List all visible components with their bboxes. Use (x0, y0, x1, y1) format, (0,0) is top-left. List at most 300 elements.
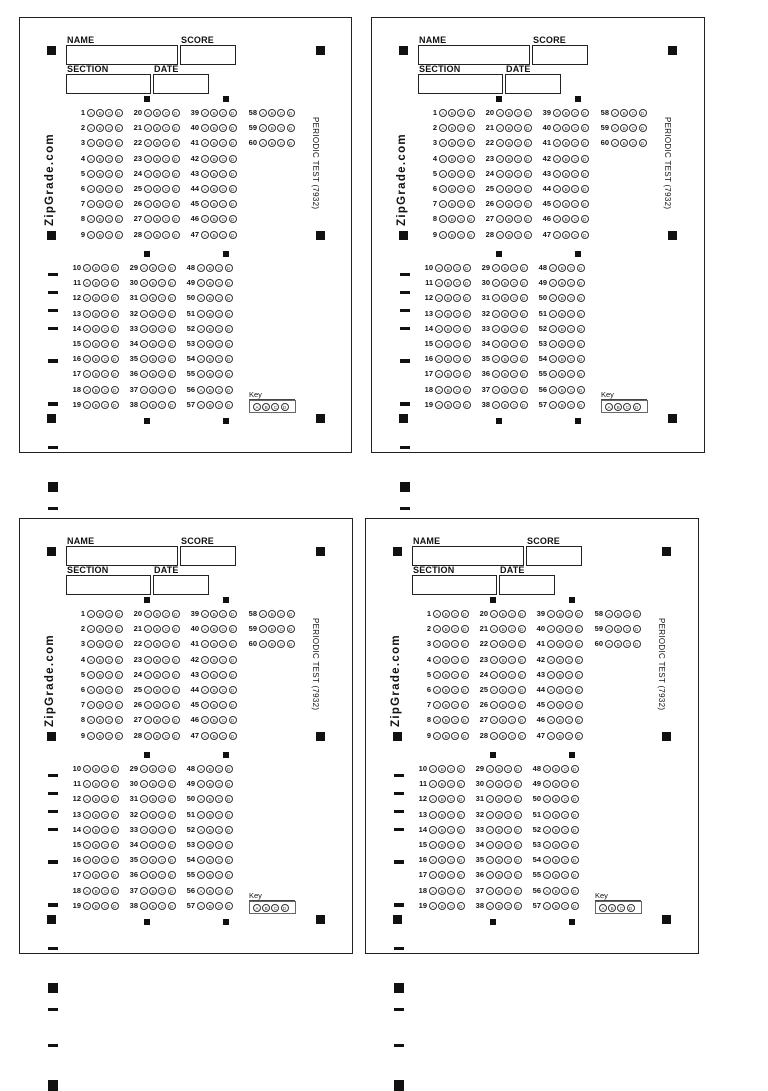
answer-bubble[interactable]: B (562, 124, 570, 132)
section-field[interactable] (66, 74, 151, 94)
answer-bubble[interactable]: B (210, 656, 218, 664)
answer-bubble[interactable]: C (105, 109, 113, 117)
answer-bubble[interactable]: D (225, 871, 233, 879)
answer-bubble[interactable]: D (514, 841, 522, 849)
answer-bubble[interactable]: D (524, 109, 532, 117)
answer-bubble[interactable]: A (547, 716, 555, 724)
answer-bubble[interactable]: A (549, 279, 557, 287)
answer-bubble[interactable]: B (499, 716, 507, 724)
answer-bubble[interactable]: D (581, 185, 589, 193)
answer-bubble[interactable]: C (453, 340, 461, 348)
answer-bubble[interactable]: C (514, 200, 522, 208)
answer-bubble[interactable]: B (556, 640, 564, 648)
answer-bubble[interactable]: B (92, 340, 100, 348)
answer-bubble[interactable]: D (115, 139, 123, 147)
name-field[interactable] (412, 546, 524, 566)
answer-bubble[interactable]: A (486, 902, 494, 910)
answer-bubble[interactable]: B (444, 401, 452, 409)
answer-bubble[interactable]: A (144, 124, 152, 132)
answer-bubble[interactable]: A (439, 215, 447, 223)
answer-bubble[interactable]: C (158, 902, 166, 910)
answer-bubble[interactable]: D (463, 340, 471, 348)
answer-bubble[interactable]: A (83, 355, 91, 363)
answer-bubble[interactable]: C (561, 841, 569, 849)
answer-bubble[interactable]: A (490, 625, 498, 633)
answer-bubble[interactable]: D (115, 200, 123, 208)
answer-bubble[interactable]: C (510, 294, 518, 302)
answer-bubble[interactable]: B (442, 732, 450, 740)
answer-bubble[interactable]: D (225, 310, 233, 318)
answer-bubble[interactable]: D (520, 264, 528, 272)
answer-bubble[interactable]: C (162, 185, 170, 193)
answer-bubble[interactable]: D (225, 841, 233, 849)
answer-bubble[interactable]: D (111, 871, 119, 879)
answer-bubble[interactable]: B (501, 325, 509, 333)
date-field[interactable] (153, 74, 209, 94)
answer-bubble[interactable]: A (433, 716, 441, 724)
answer-bubble[interactable]: B (552, 780, 560, 788)
answer-bubble[interactable]: A (429, 765, 437, 773)
answer-bubble[interactable]: C (451, 640, 459, 648)
answer-bubble[interactable]: B (210, 716, 218, 724)
answer-bubble[interactable]: C (101, 765, 109, 773)
answer-bubble[interactable]: A (435, 355, 443, 363)
answer-bubble[interactable]: B (92, 841, 100, 849)
answer-bubble[interactable]: B (562, 170, 570, 178)
answer-bubble[interactable]: A (87, 215, 95, 223)
answer-bubble[interactable]: B (620, 124, 628, 132)
answer-bubble[interactable]: A (201, 139, 209, 147)
answer-bubble[interactable]: C (565, 716, 573, 724)
answer-bubble[interactable]: D (524, 155, 532, 163)
answer-bubble[interactable]: A (144, 200, 152, 208)
answer-bubble[interactable]: A (429, 871, 437, 879)
answer-bubble[interactable]: C (219, 671, 227, 679)
answer-bubble[interactable]: C (453, 370, 461, 378)
answer-bubble[interactable]: D (577, 294, 585, 302)
answer-bubble[interactable]: A (144, 231, 152, 239)
answer-bubble[interactable]: D (467, 215, 475, 223)
answer-bubble[interactable]: C (277, 610, 285, 618)
answer-bubble[interactable]: C (158, 871, 166, 879)
answer-bubble[interactable]: A (547, 640, 555, 648)
answer-bubble[interactable]: D (633, 625, 641, 633)
answer-bubble[interactable]: A (83, 386, 91, 394)
answer-bubble[interactable]: A (486, 871, 494, 879)
answer-bubble[interactable]: D (633, 610, 641, 618)
answer-bubble[interactable]: A (492, 340, 500, 348)
answer-bubble[interactable]: D (172, 686, 180, 694)
answer-bubble[interactable]: D (571, 811, 579, 819)
answer-bubble[interactable]: D (111, 325, 119, 333)
answer-bubble[interactable]: A (144, 671, 152, 679)
answer-bubble[interactable]: C (162, 671, 170, 679)
answer-bubble[interactable]: D (575, 625, 583, 633)
answer-bubble[interactable]: B (499, 732, 507, 740)
answer-bubble[interactable]: C (105, 215, 113, 223)
answer-bubble[interactable]: B (495, 841, 503, 849)
score-field[interactable] (180, 45, 236, 65)
answer-bubble[interactable]: C (457, 185, 465, 193)
name-field[interactable] (66, 546, 178, 566)
key-bubble[interactable]: C (271, 904, 279, 912)
answer-bubble[interactable]: A (197, 355, 205, 363)
answer-bubble[interactable]: B (96, 139, 104, 147)
answer-bubble[interactable]: D (225, 795, 233, 803)
answer-bubble[interactable]: C (508, 732, 516, 740)
answer-bubble[interactable]: C (215, 902, 223, 910)
answer-bubble[interactable]: B (149, 294, 157, 302)
answer-bubble[interactable]: D (172, 139, 180, 147)
answer-bubble[interactable]: A (140, 294, 148, 302)
answer-bubble[interactable]: B (153, 640, 161, 648)
answer-bubble[interactable]: C (215, 401, 223, 409)
answer-bubble[interactable]: D (463, 325, 471, 333)
answer-bubble[interactable]: B (448, 185, 456, 193)
answer-bubble[interactable]: B (448, 170, 456, 178)
answer-bubble[interactable]: D (518, 732, 526, 740)
answer-bubble[interactable]: B (501, 264, 509, 272)
answer-bubble[interactable]: B (438, 811, 446, 819)
answer-bubble[interactable]: B (442, 686, 450, 694)
answer-bubble[interactable]: A (435, 340, 443, 348)
answer-bubble[interactable]: C (453, 310, 461, 318)
answer-bubble[interactable]: B (149, 780, 157, 788)
answer-bubble[interactable]: A (197, 386, 205, 394)
answer-bubble[interactable]: B (448, 155, 456, 163)
answer-bubble[interactable]: D (168, 310, 176, 318)
answer-bubble[interactable]: C (105, 139, 113, 147)
answer-bubble[interactable]: A (201, 701, 209, 709)
answer-bubble[interactable]: B (444, 310, 452, 318)
answer-bubble[interactable]: C (101, 887, 109, 895)
answer-bubble[interactable]: B (92, 310, 100, 318)
answer-bubble[interactable]: A (197, 340, 205, 348)
answer-bubble[interactable]: B (558, 310, 566, 318)
answer-bubble[interactable]: B (562, 155, 570, 163)
answer-bubble[interactable]: D (229, 170, 237, 178)
answer-bubble[interactable]: A (492, 310, 500, 318)
answer-bubble[interactable]: A (433, 686, 441, 694)
answer-bubble[interactable]: C (510, 325, 518, 333)
answer-bubble[interactable]: B (556, 610, 564, 618)
answer-bubble[interactable]: A (486, 811, 494, 819)
answer-bubble[interactable]: D (457, 780, 465, 788)
answer-bubble[interactable]: A (83, 401, 91, 409)
answer-bubble[interactable]: C (162, 124, 170, 132)
answer-bubble[interactable]: D (111, 355, 119, 363)
answer-bubble[interactable]: B (495, 780, 503, 788)
answer-bubble[interactable]: D (172, 215, 180, 223)
answer-bubble[interactable]: B (495, 871, 503, 879)
answer-bubble[interactable]: D (111, 856, 119, 864)
answer-bubble[interactable]: C (561, 887, 569, 895)
key-bubble[interactable]: C (623, 403, 631, 411)
answer-bubble[interactable]: A (435, 264, 443, 272)
answer-bubble[interactable]: A (197, 310, 205, 318)
answer-bubble[interactable]: C (571, 124, 579, 132)
answer-bubble[interactable]: D (457, 826, 465, 834)
answer-bubble[interactable]: B (552, 902, 560, 910)
answer-bubble[interactable]: B (442, 640, 450, 648)
answer-bubble[interactable]: A (201, 625, 209, 633)
answer-bubble[interactable]: D (633, 640, 641, 648)
answer-bubble[interactable]: B (92, 279, 100, 287)
answer-bubble[interactable]: D (461, 625, 469, 633)
answer-bubble[interactable]: A (549, 264, 557, 272)
answer-bubble[interactable]: A (429, 841, 437, 849)
answer-bubble[interactable]: D (229, 640, 237, 648)
answer-bubble[interactable]: C (623, 610, 631, 618)
answer-bubble[interactable]: D (225, 340, 233, 348)
answer-bubble[interactable]: B (268, 640, 276, 648)
answer-bubble[interactable]: C (504, 841, 512, 849)
answer-bubble[interactable]: D (111, 887, 119, 895)
answer-bubble[interactable]: B (614, 640, 622, 648)
answer-bubble[interactable]: A (87, 610, 95, 618)
answer-bubble[interactable]: B (210, 109, 218, 117)
answer-bubble[interactable]: D (520, 401, 528, 409)
date-field[interactable] (505, 74, 561, 94)
answer-bubble[interactable]: A (144, 640, 152, 648)
answer-bubble[interactable]: C (215, 811, 223, 819)
answer-bubble[interactable]: A (547, 671, 555, 679)
answer-bubble[interactable]: D (467, 139, 475, 147)
answer-bubble[interactable]: B (149, 340, 157, 348)
answer-bubble[interactable]: B (495, 902, 503, 910)
answer-bubble[interactable]: B (438, 795, 446, 803)
answer-bubble[interactable]: C (447, 795, 455, 803)
answer-bubble[interactable]: D (168, 355, 176, 363)
answer-bubble[interactable]: A (197, 780, 205, 788)
answer-bubble[interactable]: D (225, 355, 233, 363)
answer-bubble[interactable]: B (448, 139, 456, 147)
answer-bubble[interactable]: A (197, 902, 205, 910)
answer-bubble[interactable]: A (553, 155, 561, 163)
answer-bubble[interactable]: C (567, 401, 575, 409)
answer-bubble[interactable]: A (547, 610, 555, 618)
answer-bubble[interactable]: D (518, 686, 526, 694)
answer-bubble[interactable]: B (438, 765, 446, 773)
answer-bubble[interactable]: B (552, 811, 560, 819)
answer-bubble[interactable]: B (149, 795, 157, 803)
answer-bubble[interactable]: A (433, 656, 441, 664)
answer-bubble[interactable]: D (225, 294, 233, 302)
answer-bubble[interactable]: D (172, 200, 180, 208)
answer-bubble[interactable]: B (438, 871, 446, 879)
answer-bubble[interactable]: D (229, 231, 237, 239)
answer-bubble[interactable]: D (115, 185, 123, 193)
answer-bubble[interactable]: A (429, 811, 437, 819)
answer-bubble[interactable]: C (510, 386, 518, 394)
answer-bubble[interactable]: B (153, 625, 161, 633)
answer-bubble[interactable]: A (433, 625, 441, 633)
answer-bubble[interactable]: D (225, 811, 233, 819)
answer-bubble[interactable]: B (562, 139, 570, 147)
answer-bubble[interactable]: B (444, 355, 452, 363)
answer-bubble[interactable]: A (486, 795, 494, 803)
answer-bubble[interactable]: B (448, 200, 456, 208)
answer-bubble[interactable]: A (490, 656, 498, 664)
answer-bubble[interactable]: C (101, 310, 109, 318)
answer-bubble[interactable]: B (448, 215, 456, 223)
answer-bubble[interactable]: A (492, 370, 500, 378)
answer-bubble[interactable]: D (111, 401, 119, 409)
answer-bubble[interactable]: A (543, 780, 551, 788)
answer-bubble[interactable]: A (549, 325, 557, 333)
answer-bubble[interactable]: D (524, 185, 532, 193)
answer-bubble[interactable]: A (87, 686, 95, 694)
answer-bubble[interactable]: A (87, 671, 95, 679)
answer-bubble[interactable]: C (510, 401, 518, 409)
answer-bubble[interactable]: B (206, 325, 214, 333)
answer-bubble[interactable]: D (524, 139, 532, 147)
answer-bubble[interactable]: C (567, 370, 575, 378)
answer-bubble[interactable]: B (206, 310, 214, 318)
answer-bubble[interactable]: C (514, 139, 522, 147)
answer-bubble[interactable]: D (571, 765, 579, 773)
answer-bubble[interactable]: C (565, 732, 573, 740)
answer-bubble[interactable]: D (172, 701, 180, 709)
answer-bubble[interactable]: A (201, 155, 209, 163)
answer-bubble[interactable]: C (457, 170, 465, 178)
answer-bubble[interactable]: D (229, 671, 237, 679)
answer-bubble[interactable]: C (158, 264, 166, 272)
answer-bubble[interactable]: D (524, 124, 532, 132)
answer-bubble[interactable]: B (558, 264, 566, 272)
answer-bubble[interactable]: D (225, 780, 233, 788)
answer-bubble[interactable]: D (229, 656, 237, 664)
answer-bubble[interactable]: B (562, 231, 570, 239)
answer-bubble[interactable]: C (453, 401, 461, 409)
answer-bubble[interactable]: B (149, 355, 157, 363)
answer-bubble[interactable]: D (172, 185, 180, 193)
answer-bubble[interactable]: C (508, 656, 516, 664)
answer-bubble[interactable]: C (561, 902, 569, 910)
answer-bubble[interactable]: D (225, 279, 233, 287)
answer-bubble[interactable]: C (158, 294, 166, 302)
answer-bubble[interactable]: A (496, 231, 504, 239)
answer-bubble[interactable]: A (435, 310, 443, 318)
key-bubble[interactable]: B (262, 904, 270, 912)
answer-bubble[interactable]: A (543, 765, 551, 773)
answer-bubble[interactable]: D (575, 671, 583, 679)
answer-bubble[interactable]: A (429, 795, 437, 803)
answer-bubble[interactable]: A (140, 386, 148, 394)
answer-bubble[interactable]: A (87, 139, 95, 147)
answer-bubble[interactable]: A (87, 231, 95, 239)
answer-bubble[interactable]: B (495, 887, 503, 895)
answer-bubble[interactable]: A (201, 185, 209, 193)
answer-bubble[interactable]: B (96, 185, 104, 193)
answer-bubble[interactable]: D (229, 732, 237, 740)
answer-bubble[interactable]: B (92, 795, 100, 803)
answer-bubble[interactable]: A (140, 902, 148, 910)
answer-bubble[interactable]: D (575, 686, 583, 694)
answer-bubble[interactable]: A (492, 294, 500, 302)
answer-bubble[interactable]: D (639, 124, 647, 132)
answer-bubble[interactable]: B (92, 780, 100, 788)
answer-bubble[interactable]: A (433, 701, 441, 709)
answer-bubble[interactable]: D (518, 656, 526, 664)
answer-bubble[interactable]: A (140, 370, 148, 378)
answer-bubble[interactable]: C (101, 871, 109, 879)
answer-bubble[interactable]: D (467, 109, 475, 117)
answer-bubble[interactable]: B (206, 780, 214, 788)
answer-bubble[interactable]: A (490, 686, 498, 694)
answer-bubble[interactable]: D (111, 264, 119, 272)
answer-bubble[interactable]: A (201, 215, 209, 223)
answer-bubble[interactable]: D (229, 716, 237, 724)
answer-bubble[interactable]: C (219, 200, 227, 208)
answer-bubble[interactable]: C (105, 200, 113, 208)
answer-bubble[interactable]: B (562, 215, 570, 223)
answer-bubble[interactable]: B (620, 139, 628, 147)
answer-bubble[interactable]: A (496, 155, 504, 163)
answer-bubble[interactable]: A (492, 386, 500, 394)
answer-bubble[interactable]: C (561, 811, 569, 819)
answer-bubble[interactable]: B (210, 671, 218, 679)
answer-bubble[interactable]: A (486, 887, 494, 895)
key-bubble[interactable]: C (271, 403, 279, 411)
answer-bubble[interactable]: B (501, 370, 509, 378)
answer-bubble[interactable]: C (215, 887, 223, 895)
answer-bubble[interactable]: C (510, 310, 518, 318)
answer-bubble[interactable]: B (505, 139, 513, 147)
answer-bubble[interactable]: A (201, 200, 209, 208)
key-bubble[interactable]: C (617, 904, 625, 912)
answer-bubble[interactable]: A (201, 656, 209, 664)
answer-bubble[interactable]: B (149, 841, 157, 849)
answer-bubble[interactable]: B (206, 401, 214, 409)
answer-bubble[interactable]: C (158, 386, 166, 394)
answer-bubble[interactable]: C (451, 686, 459, 694)
answer-bubble[interactable]: D (577, 386, 585, 394)
answer-bubble[interactable]: C (158, 765, 166, 773)
answer-bubble[interactable]: C (451, 656, 459, 664)
answer-bubble[interactable]: D (467, 231, 475, 239)
answer-bubble[interactable]: C (162, 686, 170, 694)
answer-bubble[interactable]: A (87, 185, 95, 193)
answer-bubble[interactable]: D (571, 856, 579, 864)
answer-bubble[interactable]: B (210, 610, 218, 618)
answer-bubble[interactable]: A (486, 856, 494, 864)
answer-bubble[interactable]: A (83, 310, 91, 318)
answer-bubble[interactable]: D (581, 215, 589, 223)
answer-bubble[interactable]: C (629, 139, 637, 147)
answer-bubble[interactable]: A (543, 826, 551, 834)
answer-bubble[interactable]: C (162, 610, 170, 618)
answer-bubble[interactable]: A (83, 826, 91, 834)
answer-bubble[interactable]: A (144, 215, 152, 223)
answer-bubble[interactable]: B (206, 765, 214, 773)
answer-bubble[interactable]: D (524, 215, 532, 223)
answer-bubble[interactable]: C (457, 231, 465, 239)
score-field[interactable] (532, 45, 588, 65)
answer-bubble[interactable]: A (543, 856, 551, 864)
answer-bubble[interactable]: B (501, 310, 509, 318)
answer-bubble[interactable]: B (556, 671, 564, 679)
answer-bubble[interactable]: A (543, 902, 551, 910)
answer-bubble[interactable]: D (225, 765, 233, 773)
answer-bubble[interactable]: D (577, 264, 585, 272)
answer-bubble[interactable]: C (162, 625, 170, 633)
answer-bubble[interactable]: B (206, 294, 214, 302)
answer-bubble[interactable]: B (153, 656, 161, 664)
answer-bubble[interactable]: B (501, 294, 509, 302)
answer-bubble[interactable]: A (435, 370, 443, 378)
answer-bubble[interactable]: B (501, 386, 509, 394)
